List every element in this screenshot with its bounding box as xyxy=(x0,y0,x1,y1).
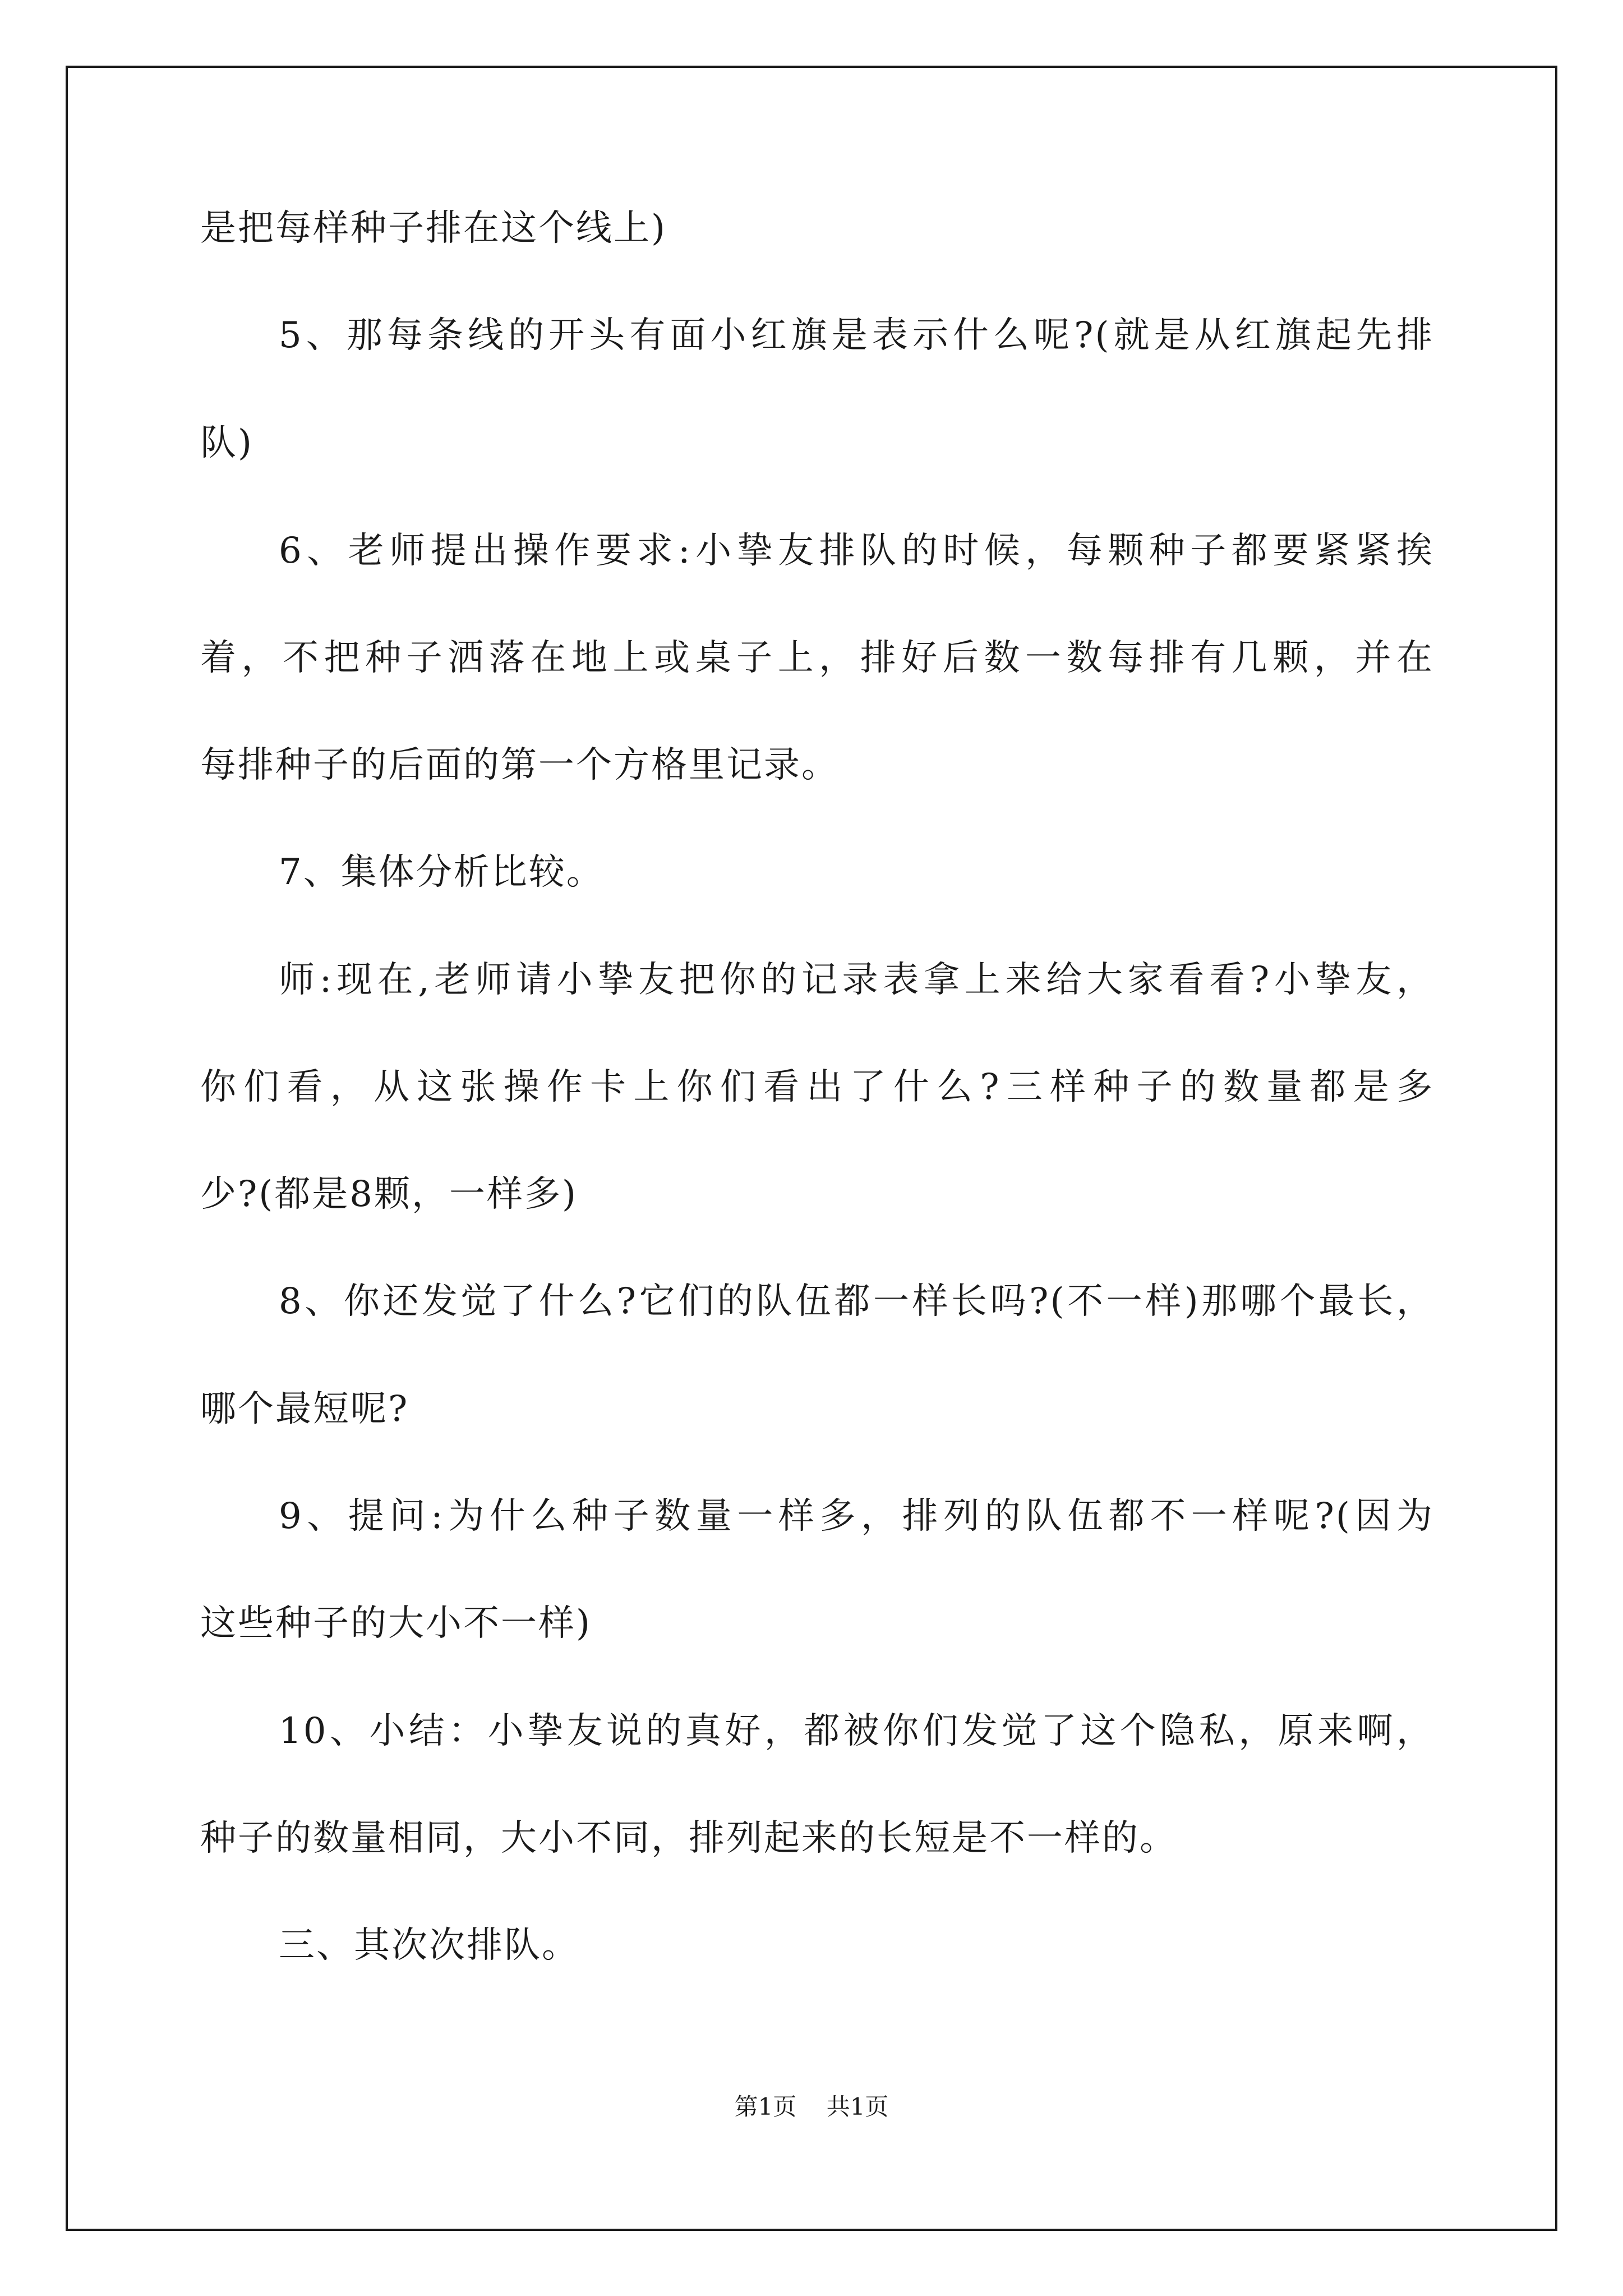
paragraph-line: 9、提问:为什么种子数量一样多，排列的队伍都不一样呢?(因为 xyxy=(279,1496,1434,1537)
paragraph-line: 每排种子的后面的第一个方格里记录。 xyxy=(200,744,839,786)
page-number: 第1页 xyxy=(734,2093,797,2120)
paragraph-line: 6、老师提出操作要求:小挚友排队的时候，每颗种子都要紧紧挨 xyxy=(279,530,1434,572)
paragraph-line: 10、小结：小挚友说的真好，都被你们发觉了这个隐私，原来啊， xyxy=(279,1710,1434,1752)
paragraph-line: 7、集体分析比较。 xyxy=(279,852,604,893)
paragraph-line: 种子的数量相同，大小不同，排列起来的长短是不一样的。 xyxy=(200,1818,1177,1859)
section-heading: 三、其次次排队。 xyxy=(279,1925,579,1966)
paragraph-line: 着，不把种子洒落在地上或桌子上，排好后数一数每排有几颗，并在 xyxy=(200,637,1434,679)
paragraph-line: 师:现在,老师请小挚友把你的记录表拿上来给大家看看?小挚友， xyxy=(279,959,1434,1001)
page-footer xyxy=(0,2095,1623,2119)
paragraph-line: 5、那每条线的开头有面小红旗是表示什么呢?(就是从红旗起先排 xyxy=(279,315,1434,356)
paragraph-line: 少?(都是8颗，一样多) xyxy=(200,1174,578,1215)
paragraph-line: 队) xyxy=(200,422,253,464)
paragraph-line: 哪个最短呢? xyxy=(200,1388,409,1430)
paragraph-line: 8、你还发觉了什么?它们的队伍都一样长吗?(不一样)那哪个最长， xyxy=(279,1281,1434,1322)
page-border xyxy=(66,66,1557,2231)
paragraph-line: 你们看，从这张操作卡上你们看出了什么?三样种子的数量都是多 xyxy=(200,1066,1434,1108)
page-total: 共1页 xyxy=(826,2093,889,2120)
paragraph-line: 这些种子的大小不一样) xyxy=(200,1603,592,1644)
paragraph-line: 是把每样种子排在这个线上) xyxy=(200,208,667,249)
